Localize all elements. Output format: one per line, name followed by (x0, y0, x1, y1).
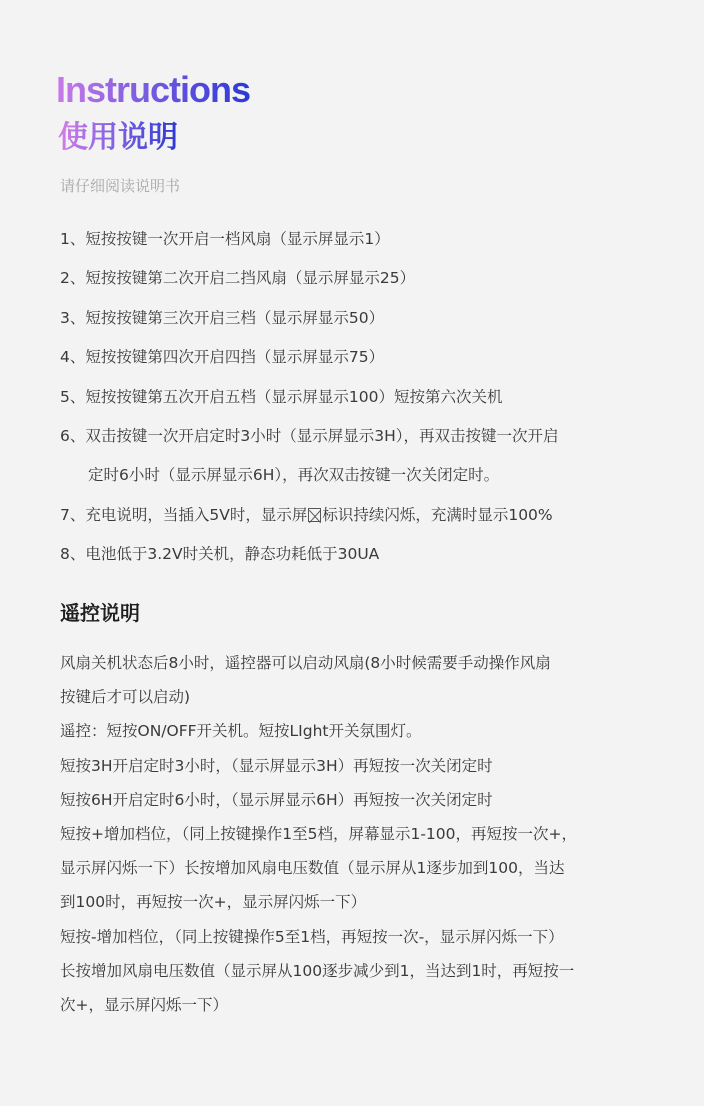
list-item: 7、充电说明，当插入5V时，显示屏 标识持续闪烁，充满时显示100% (60, 505, 553, 524)
remote-line: 短按-增加档位，（同上按键操作5至1档，再短按一次-，显示屏闪烁一下） (60, 927, 564, 946)
remote-section-title: 遥控说明 (60, 601, 140, 625)
box-x-icon (308, 508, 321, 522)
list-item: 3、短按按键第三次开启三档（显示屏显示50） (60, 308, 385, 327)
instruction-list (60, 220, 670, 575)
remote-line: 遥控：短按ON/OFF开关机。短按LIght开关氛围灯。 (60, 722, 422, 741)
remote-line: 风扇关机状态后8小时，遥控器可以启动风扇(8小时候需要手动操作风扇 (60, 654, 551, 672)
page-title-en: Instructions (56, 69, 251, 110)
page-title-zh: 使用说明 (58, 118, 178, 158)
remote-line: 次+，显示屏闪烁一下） (60, 996, 228, 1015)
list-item: 8、电池低于3.2V时关机，静态功耗低于30UA (60, 545, 380, 564)
list-item: 2、短按按键第二次开启二挡风扇（显示屏显示25） (60, 269, 416, 288)
page-subtitle: 请仔细阅读说明书 (60, 177, 181, 195)
remote-line: 长按增加风扇电压数值（显示屏从100逐步减少到1，当达到1时，再短按一 (60, 961, 575, 980)
remote-line: 显示屏闪烁一下）长按增加风扇电压数值（显示屏从1逐步加到100，当达 (60, 859, 565, 878)
list-item-continuation: 定时6小时（显示屏显示6H），再次双击按键一次关闭定时。 (88, 466, 500, 485)
remote-line: 短按+增加档位，（同上按键操作1至5档，屏幕显示1-100，再短按一次+， (60, 825, 577, 844)
remote-line: 短按6H开启定时6小时，（显示屏显示6H）再短按一次关闭定时 (60, 790, 493, 809)
list-item: 5、短按按键第五次开启五档（显示屏显示100）短按第六次关机 (60, 387, 503, 406)
list-item: 6、双击按键一次开启定时3小时（显示屏显示3H），再双击按键一次开启 (60, 427, 559, 446)
list-item: 4、短按按键第四次开启四挡（显示屏显示75） (60, 348, 385, 367)
remote-instructions (60, 646, 670, 1022)
remote-line: 短按3H开启定时3小时，（显示屏显示3H）再短按一次关闭定时 (60, 756, 493, 775)
list-item: 1、短按按键一次开启一档风扇（显示屏显示1） (60, 230, 390, 248)
remote-line: 到100时，再短按一次+，显示屏闪烁一下） (60, 893, 367, 912)
remote-line: 按键后才可以启动) (60, 688, 191, 707)
